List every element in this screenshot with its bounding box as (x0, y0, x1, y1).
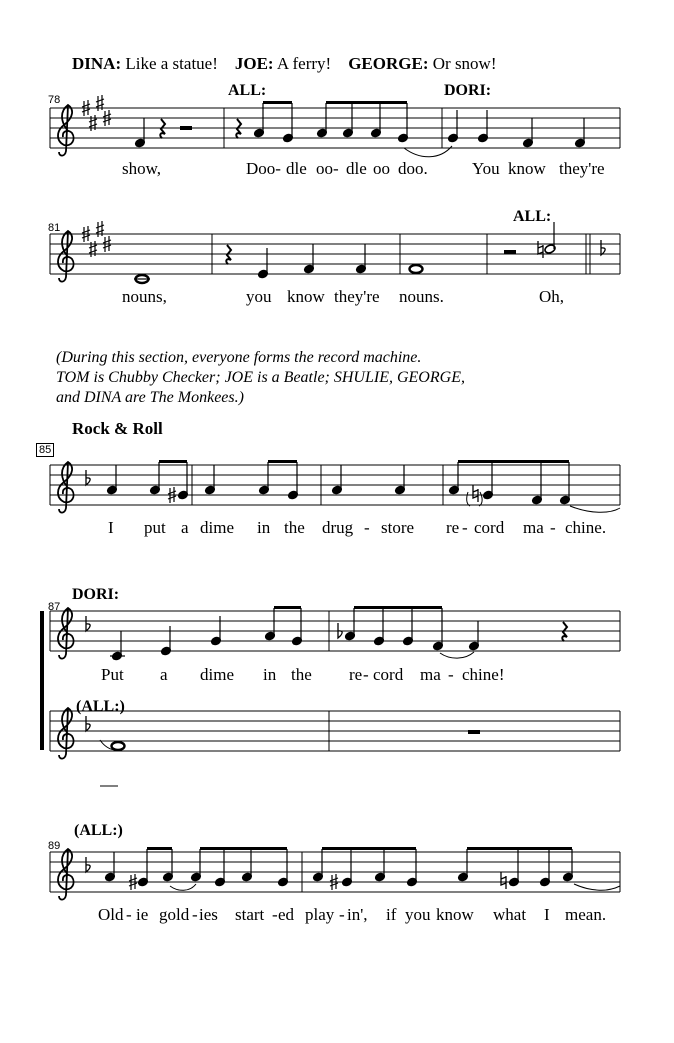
lyric: in (257, 518, 271, 537)
key-signature-e-major (82, 221, 111, 257)
notes-85 (106, 460, 620, 512)
key-signature-f-major (86, 470, 90, 485)
stage-direction-line: and DINA are The Monkees.) (56, 389, 244, 406)
lyric: re (349, 665, 363, 684)
lyric: ed (278, 905, 295, 924)
lyric: - (363, 665, 369, 684)
measure-number-87: 87 (48, 601, 61, 613)
lyric: the (291, 665, 312, 684)
label-all-81: ALL: (513, 208, 552, 225)
lyric: drug (322, 518, 354, 537)
speaker-george: GEORGE: (348, 54, 429, 73)
measure-number-81: 81 (48, 222, 61, 234)
lyric: ma (523, 518, 544, 537)
lyric: re (446, 518, 460, 537)
rehearsal-mark-85: 85 (36, 443, 54, 457)
lyric: oo- (316, 159, 339, 178)
staff-81 (50, 234, 620, 274)
label-all-87: (ALL:) (76, 698, 125, 715)
lyric: nouns, (122, 287, 167, 306)
lyric: the (284, 518, 305, 537)
lyric: dime (200, 665, 234, 684)
tempo-marking: Rock & Roll (72, 419, 163, 438)
lyric: ma (420, 665, 441, 684)
lyric: gold (159, 905, 190, 924)
lyric: You (472, 159, 500, 178)
notes-89 (104, 847, 620, 890)
lyric: oo (373, 159, 390, 178)
lyric: store (381, 518, 415, 537)
lyric: they're (559, 159, 605, 178)
measure-number-89: 89 (48, 840, 61, 852)
lyric: you (246, 287, 272, 306)
staff-87-all (50, 711, 620, 751)
line-joe: A ferry! (273, 54, 332, 73)
lyric: Old (98, 905, 124, 924)
lyric: dime (200, 518, 234, 537)
lyric: they're (334, 287, 380, 306)
lyric: ie (136, 905, 149, 924)
lyric: a (181, 518, 189, 537)
lyric: in', (347, 905, 368, 924)
lyric: - (339, 905, 345, 924)
lyric: if (386, 905, 397, 924)
label-dori-87: DORI: (72, 586, 120, 603)
key-signature-f-major (86, 616, 90, 631)
lyric: cord (474, 518, 505, 537)
label-dori-78: DORI: (444, 82, 492, 99)
lyric: mean. (565, 905, 607, 924)
lyric: - (272, 905, 278, 924)
stage-direction-line: TOM is Chubby Checker; JOE is a Beatle; SHULIE, GEORGE, (56, 369, 465, 386)
notes-87-dori (110, 606, 567, 661)
lyric: - (550, 518, 556, 537)
key-signature-e-major (82, 95, 111, 131)
lyric: know (508, 159, 546, 178)
lyric: I (544, 905, 550, 924)
key-signature-f-major (86, 716, 90, 731)
lyric: - (126, 905, 132, 924)
line-george: Or snow! (428, 54, 497, 73)
label-all-89: (ALL:) (74, 822, 123, 839)
lyric: - (448, 665, 454, 684)
lyric: dle (346, 159, 367, 178)
lyric: - (364, 518, 370, 537)
lyric: know (287, 287, 325, 306)
stage-direction-line: (During this section, everyone forms the record machine. (56, 349, 422, 366)
lyric: put (144, 518, 166, 537)
lyric: know (436, 905, 474, 924)
lyric: I (108, 518, 114, 537)
lyric: Doo- (246, 159, 281, 178)
lyric: what (493, 905, 527, 924)
key-change-flat (601, 240, 605, 255)
lyric: - (192, 905, 198, 924)
line-dina: Like a statue! (121, 54, 218, 73)
measure-number-78: 78 (48, 94, 61, 106)
lyric: in (263, 665, 277, 684)
lyric: chine! (462, 665, 505, 684)
label-all-78: ALL: (228, 82, 267, 99)
lyric: ies (199, 905, 218, 924)
lyric: start (235, 905, 265, 924)
speaker-dina: DINA: (72, 54, 122, 73)
lyric: a (160, 665, 168, 684)
lyric: Oh, (539, 287, 565, 306)
lyric: doo. (398, 159, 428, 178)
lyric: play (305, 905, 335, 924)
lyric: chine. (565, 518, 607, 537)
lyric: cord (373, 665, 404, 684)
lyric: dle (286, 159, 307, 178)
speaker-joe: JOE: (234, 54, 274, 73)
notes-87-all (100, 730, 480, 786)
lyric: nouns. (399, 287, 444, 306)
key-signature-f-major (86, 857, 90, 872)
staff-87-dori (50, 611, 620, 651)
lyric: show, (122, 159, 162, 178)
lyric: - (462, 518, 468, 537)
lyric: Put (101, 665, 124, 684)
lyric: you (405, 905, 431, 924)
